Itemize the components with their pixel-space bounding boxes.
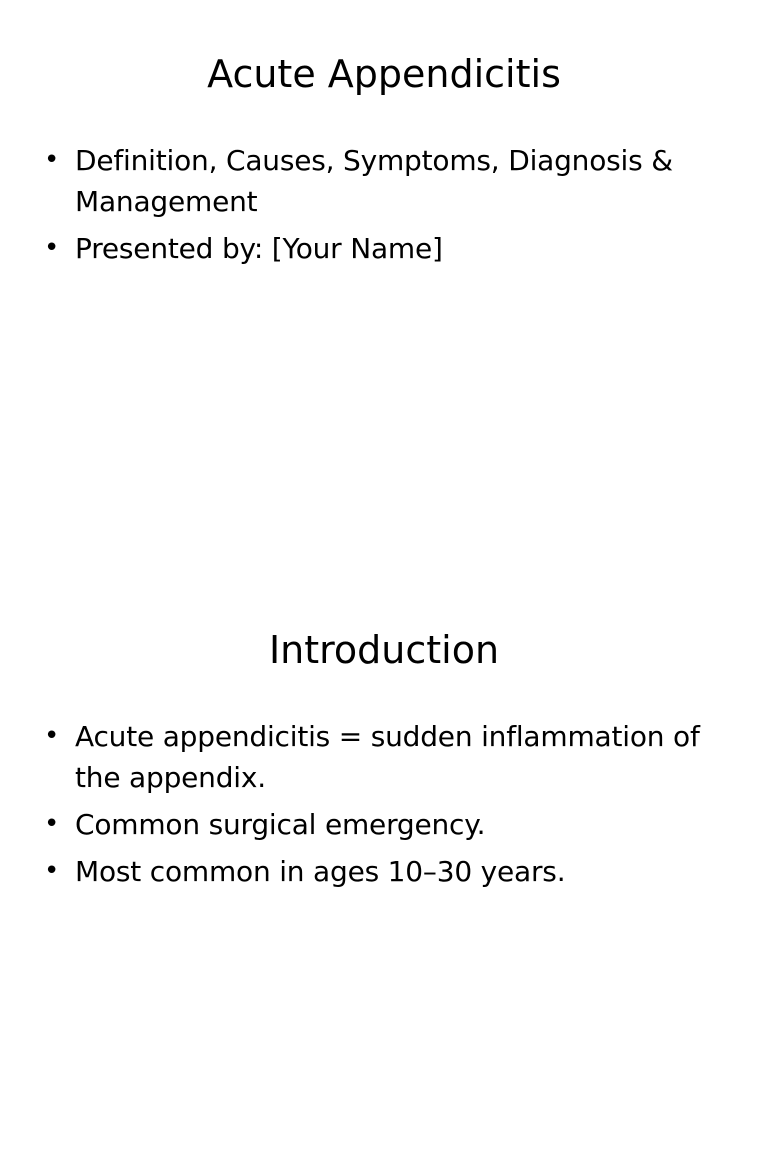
bullet-text: Definition, Causes, Symptoms, Diagnosis & Management: [75, 144, 673, 218]
bullet-icon: •: [44, 856, 60, 886]
bullet-icon: •: [44, 721, 60, 751]
bullet-icon: •: [44, 145, 60, 175]
slide-introduction: [0, 576, 768, 1152]
bullet-text: Acute appendicitis = sudden inflammation of the appendix.: [75, 720, 700, 794]
bullet-text: Presented by: [Your Name]: [75, 232, 443, 265]
bullet-item: [44, 716, 704, 798]
slide-title: Introduction: [268, 628, 500, 672]
bullet-item: [44, 228, 704, 269]
bullet-text: Common surgical emergency.: [75, 808, 486, 841]
slide-title: Acute Appendicitis: [207, 52, 561, 96]
bullet-item: [44, 140, 704, 222]
bullet-item: [44, 851, 704, 892]
bullet-list: [44, 140, 704, 275]
bullet-icon: •: [44, 809, 60, 839]
bullet-list: [44, 716, 704, 898]
bullet-text: Most common in ages 10–30 years.: [75, 855, 566, 888]
bullet-icon: •: [44, 233, 60, 263]
bullet-item: [44, 804, 704, 845]
